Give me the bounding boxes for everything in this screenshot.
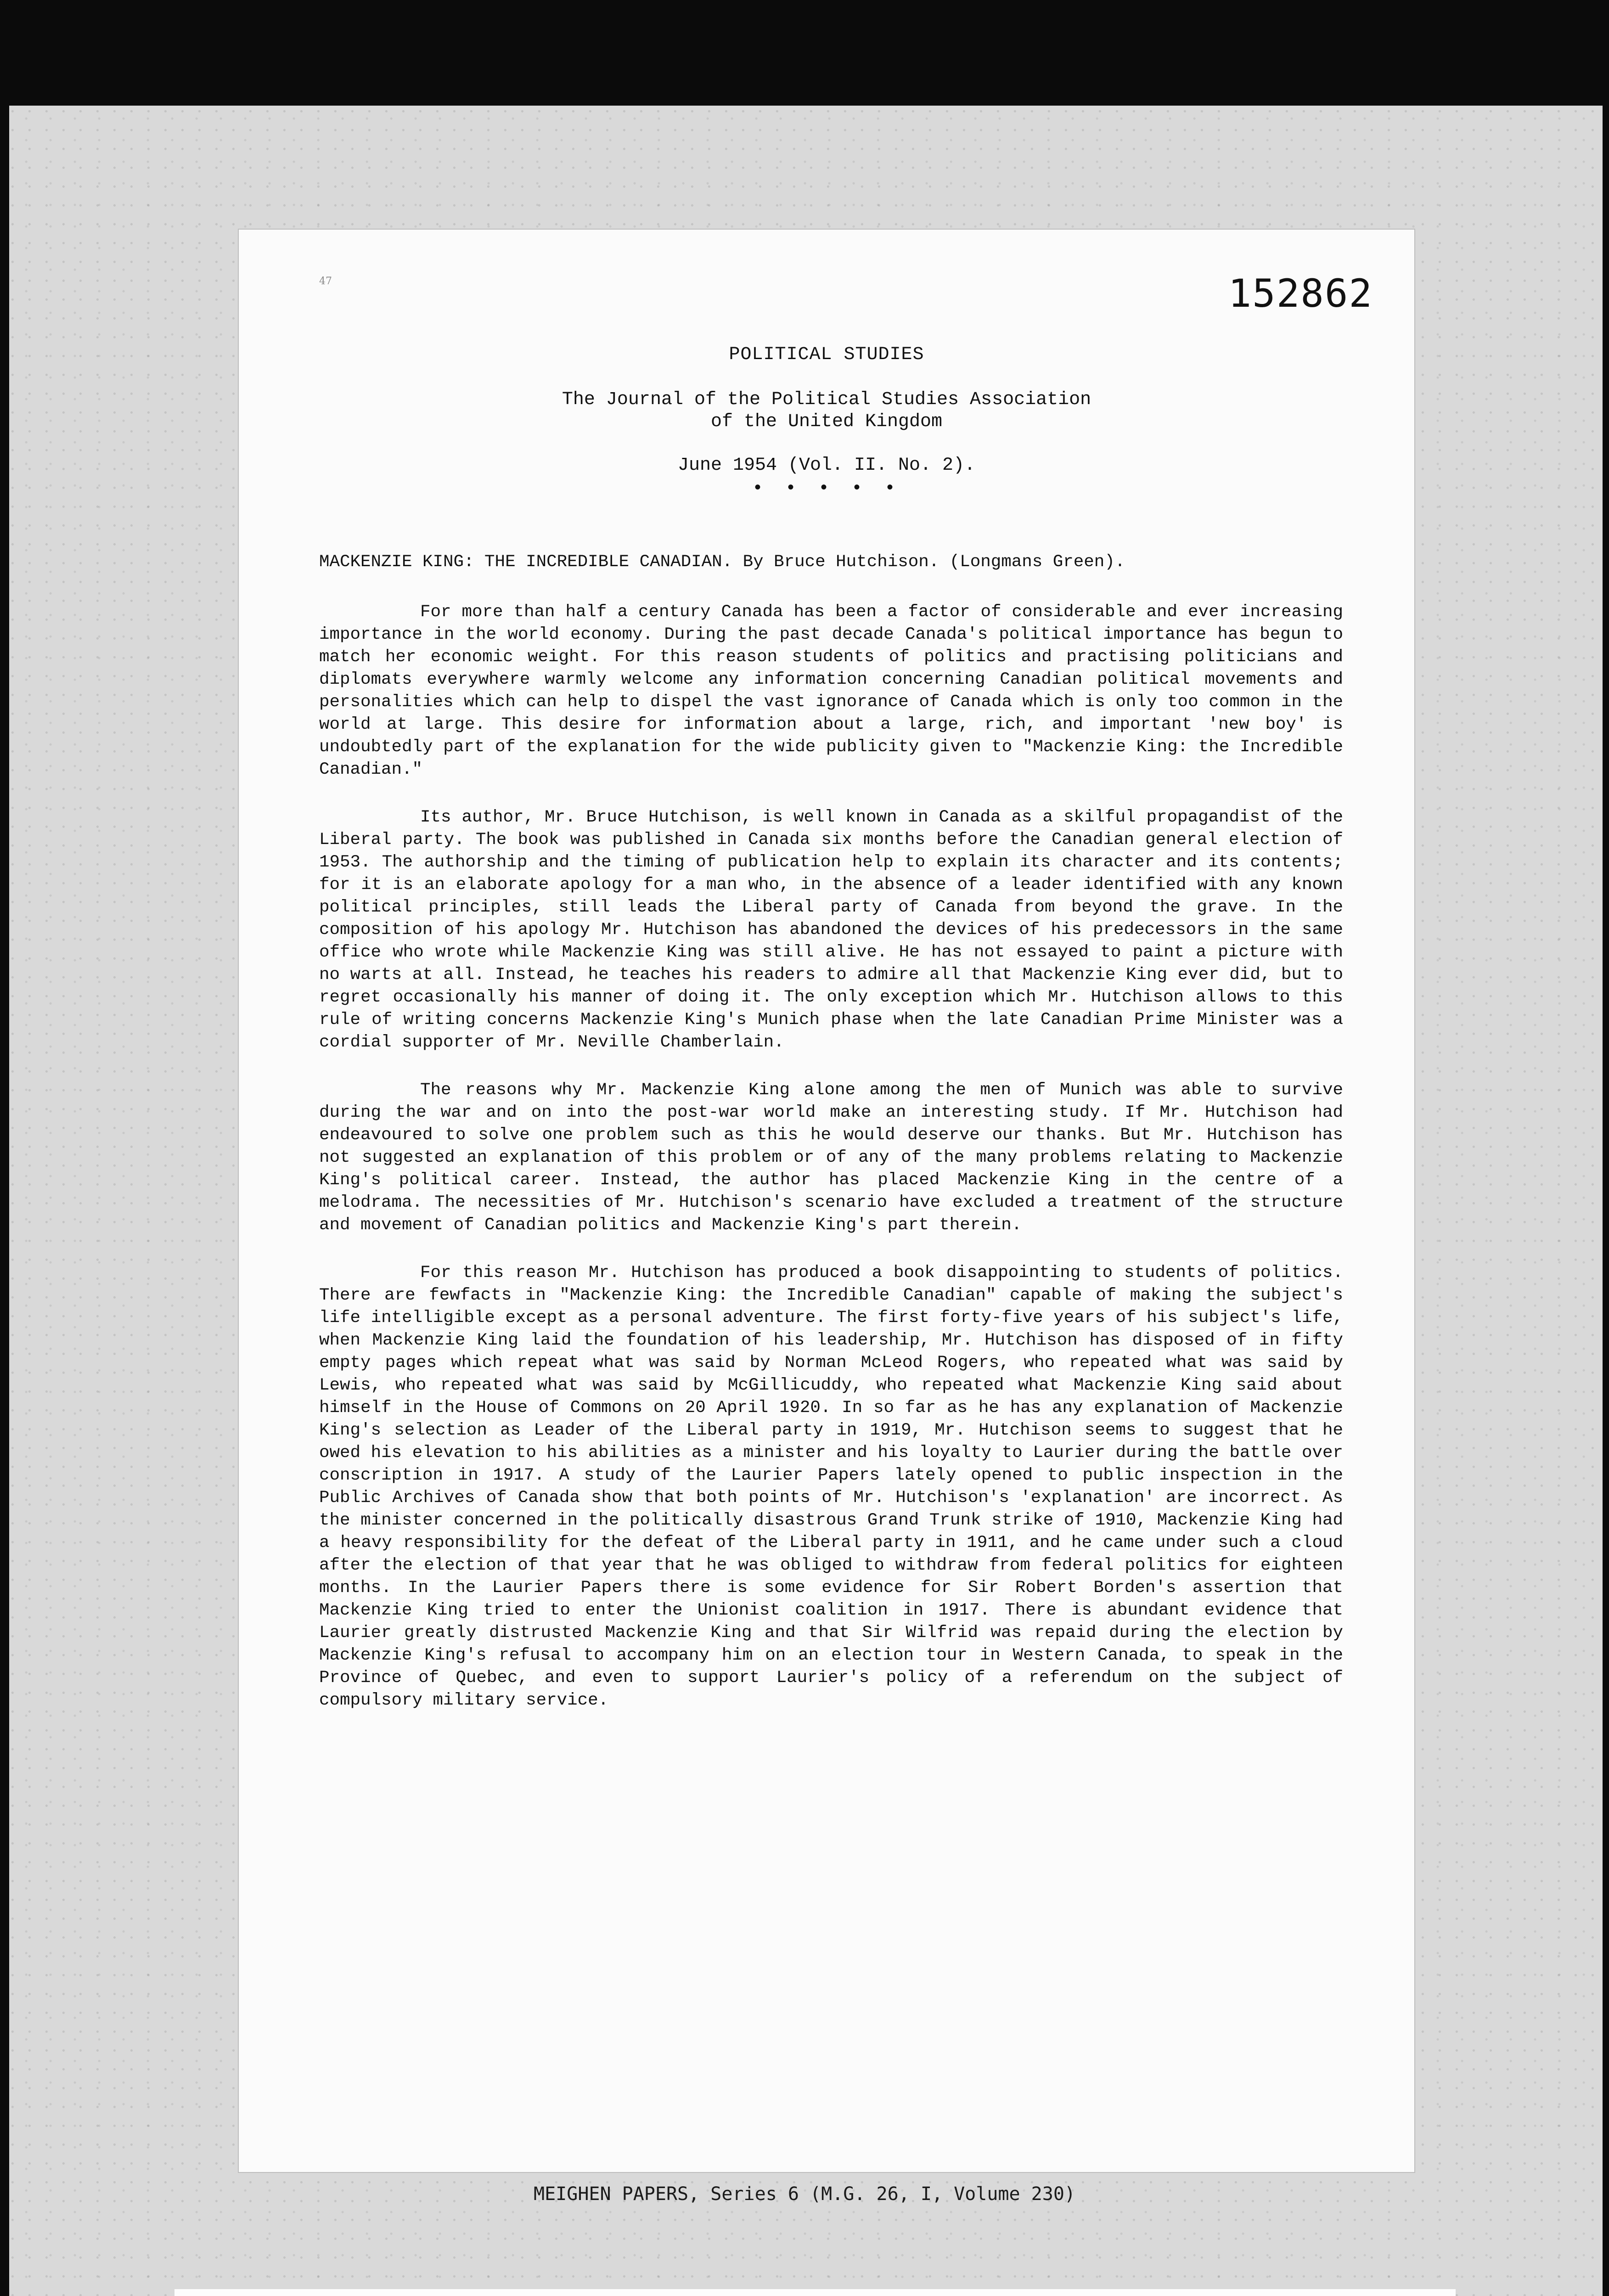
paragraph-4: For this reason Mr. Hutchison has produced a book disappointing to students of politics. There are fewfacts in "Mackenzie King: the Incredible Canadian" capable of making the subject's life intelligible except as a personal adventure. The first forty-five years of his subject's life, when Mackenzie King laid the foundation of his leadership, Mr. Hutchison has disposed of in fifty empty pages which repeat what was said by Norman McLeod Rogers, who repeated what was said by Lewis, who repeated what was said by McGillicuddy, who repeated what Mackenzie King said about himself in the House of Commons on 20 April 1920. In so far as he has any explanation of Mackenzie King's selection as Leader of the Liberal party in 1919, Mr. Hutchison seems to suggest that he owed his elevation to his abilities as a minister and his loyalty to Laurier during the battle over conscription in 1917. A study of the Laurier Papers lately opened to public inspection in the Public Archives of Canada show that both points of Mr. Hutchison's 'explanation' are incorrect. As the minister concerned in the politically disastrous Grand Trunk strike of 1910, Mackenzie King had a heavy responsibility for the defeat of the Liberal party in 1911, and he came under such a cloud after the election of that year that he was obliged to withdraw from federal politics for eighteen months. In the Laurier Papers there is some evidence for Sir Robert Borden's assertion that Mackenzie King tried to enter the Unionist coalition in 1917. There is abundant evidence that Laurier greatly distrusted Mackenzie King and that Sir Wilfrid was repaid during the election by Mackenzie King's refusal to accompany him on an election tour in Western Canada, to speak in the Province of Quebec, and even to support Laurier's policy of a referendum on the subject of compulsory military service. (319, 1263, 1343, 1710)
paragraph-2: Its author, Mr. Bruce Hutchison, is well known in Canada as a skilful propagandist of the Liberal party. The book was published in Canada six months before the Canadian general election of 1953. The authorship and the timing of publication help to explain its character and its contents; for it is an elaborate apology for a man who, in the absence of a leader identified with any known political principles, still leads the Liberal party of Canada from beyond the grave. In the composition of his apology Mr. Hutchison has abandoned the devices of his predecessors in the same office who wrote while Mackenzie King was still alive. He has not essayed to paint a picture with no warts at all. Instead, he teaches his readers to admire all that Mackenzie King ever did, but to regret occasionally his manner of doing it. The only exception which Mr. Hutchison allows to this rule of writing concerns Mackenzie King's Munich phase when the late Canadian Prime Minister was a cordial supporter of Mr. Neville Chamberlain. (319, 808, 1343, 1052)
series-caption: MEIGHEN PAPERS, Series 6 (M.G. 26, I, Volume 230) (533, 2183, 1076, 2205)
journal-subtitle-line-2: of the United Kingdom (710, 411, 943, 432)
journal-issue: June 1954 (Vol. II. No. 2). (677, 455, 976, 476)
journal-header (239, 344, 1414, 499)
review-title: MACKENZIE KING: THE INCREDIBLE CANADIAN. By Bruce Hutchison. (Longmans Green). (319, 552, 1125, 572)
journal-subtitle-line-1: The Journal of the Political Studies Association (562, 389, 1091, 410)
review-body (319, 551, 1343, 1737)
paragraph-1: For more than half a century Canada has been a factor of considerable and ever increasing importance in the world economy. During the past decade Canada's political importance has begun to match her economic weight. For this reason students of politics and practising politicians and diplomats everywhere warmly welcome any information concerning Canadian political movements and personalities which can help to dispel the vast ignorance of Canada which is only too common in the world at large. This desire for information about a large, rich, and important 'new boy' is undoubtedly part of the explanation for the wide publicity given to "Mackenzie King: the Incredible Canadian." (319, 602, 1343, 779)
journal-title: POLITICAL STUDIES (729, 344, 924, 365)
archive-number: 152862 (1228, 271, 1373, 316)
document-page (239, 230, 1414, 2172)
archives-stamp (174, 2289, 1456, 2296)
paragraph-3: The reasons why Mr. Mackenzie King alone among the men of Munich was able to survive during the war and on into the post-war world make an interesting study. If Mr. Hutchison had endeavoured to solve one problem such as this he would deserve our thanks. But Mr. Hutchison has not suggested an explanation of this problem or of any of the many problems relating to Mackenzie King's political career. Instead, the author has placed Mackenzie King in the centre of a melodrama. The necessities of Mr. Hutchison's scenario have excluded a treatment of the structure and movement of Canadian politics and Mackenzie King's part therein. (319, 1080, 1343, 1235)
separator-dots: • • • • • (752, 478, 901, 499)
page-mark: 47 (319, 276, 332, 287)
